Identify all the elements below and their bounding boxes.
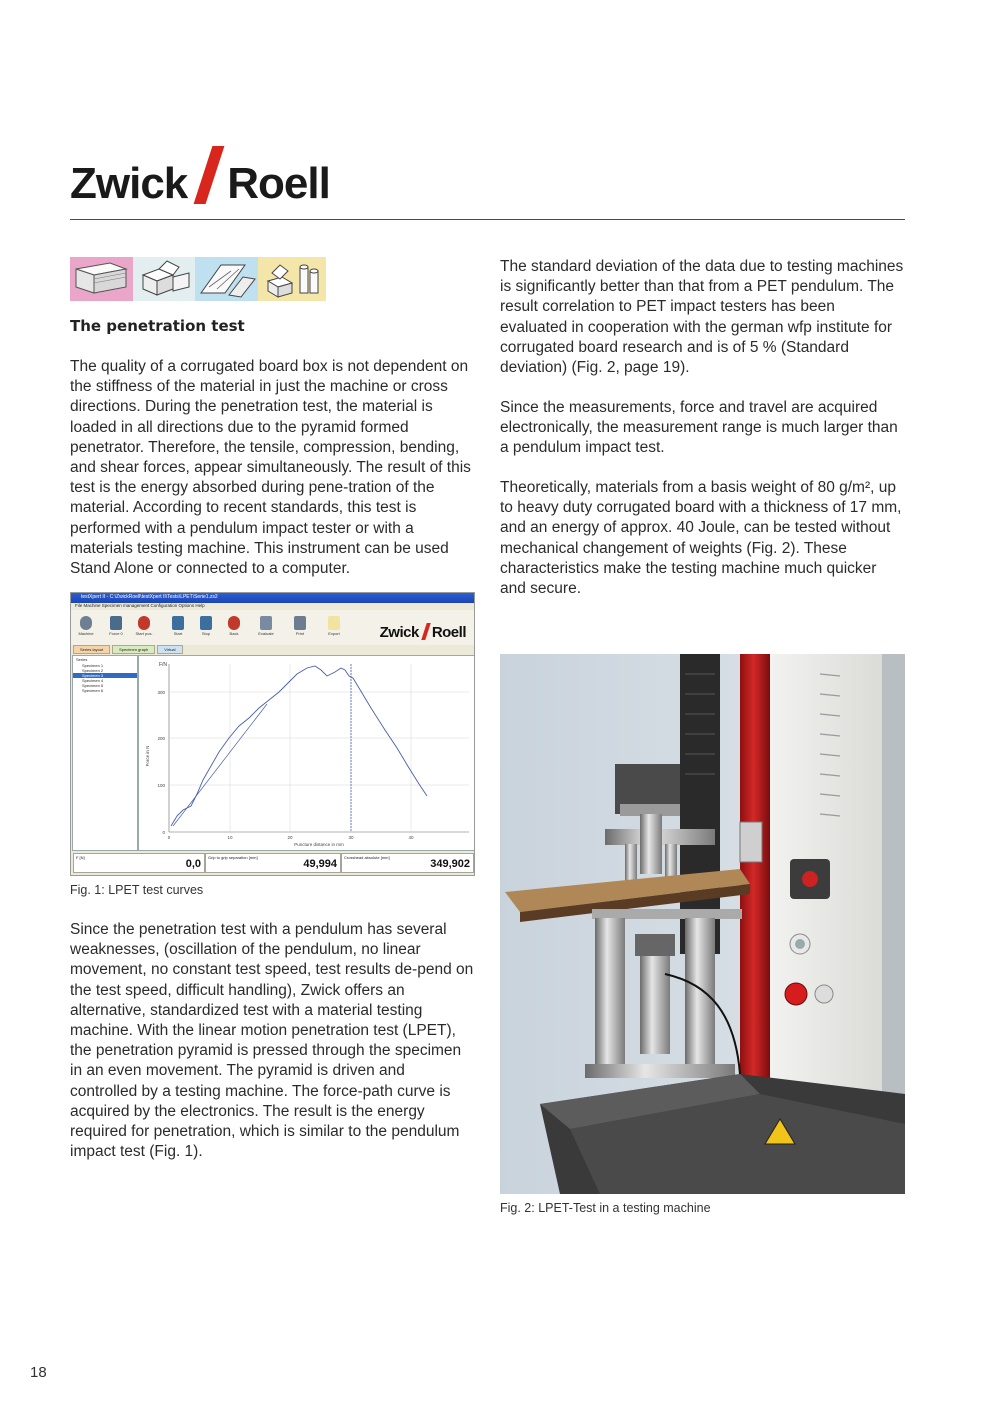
- export-icon: [328, 616, 340, 630]
- figure1-caption: Fig. 1: LPET test curves: [70, 883, 204, 897]
- section-title: The penetration test: [70, 317, 245, 335]
- status-value: 49,994: [303, 858, 337, 870]
- status-crosshead: [341, 853, 474, 873]
- toolbar-machine-button: [75, 613, 97, 636]
- window-menubar: File Machine Specimen management Configuration Options Help: [71, 603, 475, 610]
- tree-item-selected: Specimen 3: [73, 673, 137, 678]
- stop-icon: [200, 616, 212, 630]
- logo-slash: [194, 146, 225, 204]
- board-stack-icon: [70, 257, 133, 301]
- toolbar-label: Stop: [201, 631, 211, 636]
- box-segment-blue: [195, 257, 258, 301]
- force-zero-icon: [110, 616, 122, 630]
- left-paragraph-1: The quality of a corrugated board box is not dependent on the stiffness of the material in just the machine or cross directions. During the penetration test, the material is loaded in all directions due to the pyramid formed penetrator. Therefore, the tensile, compression, bending, and shear forces, appear simultaneously. The result of this test is the energy absorbed during pene-tration of the material. According to recent standards, this test is performed with a pendulum impact tester or with a materials testing machine. This instrument can be used Stand Alone or connected to a computer.: [70, 358, 471, 578]
- box-segment-grey: [133, 257, 195, 301]
- back-icon: [228, 616, 240, 630]
- toolbar-back-button: [223, 613, 245, 636]
- toolbar-label: Export: [328, 631, 340, 636]
- zwick-roell-logo: [70, 140, 330, 206]
- y-tick-label: 0: [162, 830, 165, 835]
- toolbar-stop-button: [195, 613, 217, 636]
- y-tick-label: 100: [157, 783, 165, 788]
- x-tick-label: 40: [408, 835, 414, 840]
- toolbar-print-button: [289, 613, 311, 636]
- x-tick-label: 0: [167, 835, 171, 840]
- right-paragraph-1: The standard deviation of the data due to testing machines is significantly better than that from a PET pendulum. The result correlation to PET impact testers has been evaluated in cooperation with the german wfp institute for corrugated board research and is of 5 % (Standard deviation) (Fig. 2, page 19).: [500, 258, 904, 377]
- testing-machine-photo: [500, 654, 905, 1194]
- right-paragraph-3: Theoretically, materials from a basis weight of 80 g/m², up to heavy duty corrugated board with a thickness of 17 mm, and an energy of approx. 40 Joule, can be tested without mechanical changement of weights (Fig. 2). These characteristics make the testing machine much quicker and secure.: [500, 479, 902, 598]
- folding-box-icon: [133, 257, 195, 301]
- graph-svg: [139, 656, 474, 850]
- status-force: [73, 853, 205, 873]
- tab-virtual: Virtual: [157, 645, 182, 654]
- box-segment-pink: [70, 257, 133, 301]
- screenshot-logo-left: Zwick: [379, 624, 419, 641]
- x-tick-label: 20: [287, 835, 293, 840]
- status-grip-separation: [205, 853, 341, 873]
- toolbar-start-button: [167, 613, 189, 636]
- status-value: 349,902: [430, 858, 470, 870]
- y-axis-label: Force in N: [145, 745, 150, 767]
- toolbar-label: Force 0: [109, 631, 123, 636]
- start-position-icon: [138, 616, 150, 630]
- toolbar-label: Evaluate: [258, 631, 274, 636]
- status-value: 0,0: [185, 858, 201, 870]
- status-label: F [N]: [76, 855, 85, 860]
- header-rule: [70, 219, 905, 220]
- tab-specimen-graph: Specimen graph: [112, 645, 155, 654]
- tab-series-layout: Series layout: [73, 645, 110, 654]
- force-curve: [171, 666, 427, 826]
- toolbar-label: Print: [295, 631, 305, 636]
- gear-icon: [80, 616, 92, 630]
- status-label: Grip to grip separation [mm]: [208, 855, 258, 860]
- screenshot-tabs: [71, 645, 474, 654]
- toolbar-label: Start: [173, 631, 183, 636]
- force-path-graph: [138, 655, 475, 851]
- lpet-software-screenshot: [70, 592, 475, 876]
- box-segment-yellow: [258, 257, 326, 301]
- screenshot-logo: [380, 623, 466, 641]
- y-unit-label: F/N: [158, 662, 167, 668]
- tree-item: Specimen 5: [82, 683, 104, 688]
- x-tick-label: 10: [227, 835, 233, 840]
- evaluate-icon: [260, 616, 272, 630]
- start-icon: [172, 616, 184, 630]
- tree-item: Specimen 1: [82, 663, 104, 668]
- tree-item: Series: [76, 657, 88, 662]
- toolbar-label: Back: [229, 631, 239, 636]
- measurement-statusbar: [71, 851, 474, 875]
- flat-board-icon: [195, 257, 258, 301]
- y-tick-label: 300: [157, 690, 165, 695]
- toolbar-startpos-button: [133, 613, 155, 636]
- specimen-tree: [72, 655, 138, 851]
- printer-icon: [294, 616, 306, 630]
- screenshot-logo-slash: [421, 623, 431, 640]
- toolbar-label: Start pos.: [135, 631, 153, 636]
- screenshot-logo-right: Roell: [431, 624, 466, 641]
- toolbar-export-button: [323, 613, 345, 636]
- rolls-and-box-icon: [258, 257, 326, 301]
- tangent-line: [173, 704, 267, 826]
- left-paragraph-2: Since the penetration test with a pendulum has several weaknesses, (oscillation of the pendulum, no linear movement, no constant test speed, test results de-pend on the test speed, difficult handling), Zwick offers an alternative, standardized test with a material testing machine. With the linear motion penetration test (LPET), the penetration pyramid is pressed through the specimen in an even movement. The pyramid is driven and controlled by a testing machine. The force-path curve is acquired by the electronics. The result is the energy required for penetration, which is similar to the pendulum impact test (Fig. 1).: [70, 921, 474, 1161]
- x-axis-label: Puncture distance in mm: [294, 842, 344, 847]
- toolbar-label: Machine: [78, 631, 94, 636]
- window-title: testXpert II - C:\ZwickRoell\testXpert II\Tests\LPET\Serie1.zs2: [81, 594, 218, 600]
- y-tick-label: 200: [157, 736, 165, 741]
- page-number: 18: [30, 1364, 47, 1381]
- tree-item: Specimen 2: [82, 668, 104, 673]
- logo-text-zwick: Zwick: [70, 159, 188, 208]
- x-tick-label: 30: [348, 835, 354, 840]
- toolbar-evaluate-button: [255, 613, 277, 636]
- testing-machine-illustration: [500, 654, 905, 1194]
- packaging-icon-strip: [70, 257, 326, 301]
- toolbar-force0-button: [105, 613, 127, 636]
- logo-text-roell: Roell: [227, 159, 330, 208]
- figure2-caption: Fig. 2: LPET-Test in a testing machine: [500, 1201, 711, 1215]
- right-paragraph-2: Since the measurements, force and travel are acquired electronically, the measurement range is much larger than a pendulum impact test.: [500, 399, 898, 457]
- window-titlebar: [71, 593, 474, 603]
- tree-item: Specimen 4: [82, 678, 104, 683]
- status-label: Crosshead absolute [mm]: [344, 855, 390, 860]
- tree-item: Specimen 6: [82, 688, 104, 693]
